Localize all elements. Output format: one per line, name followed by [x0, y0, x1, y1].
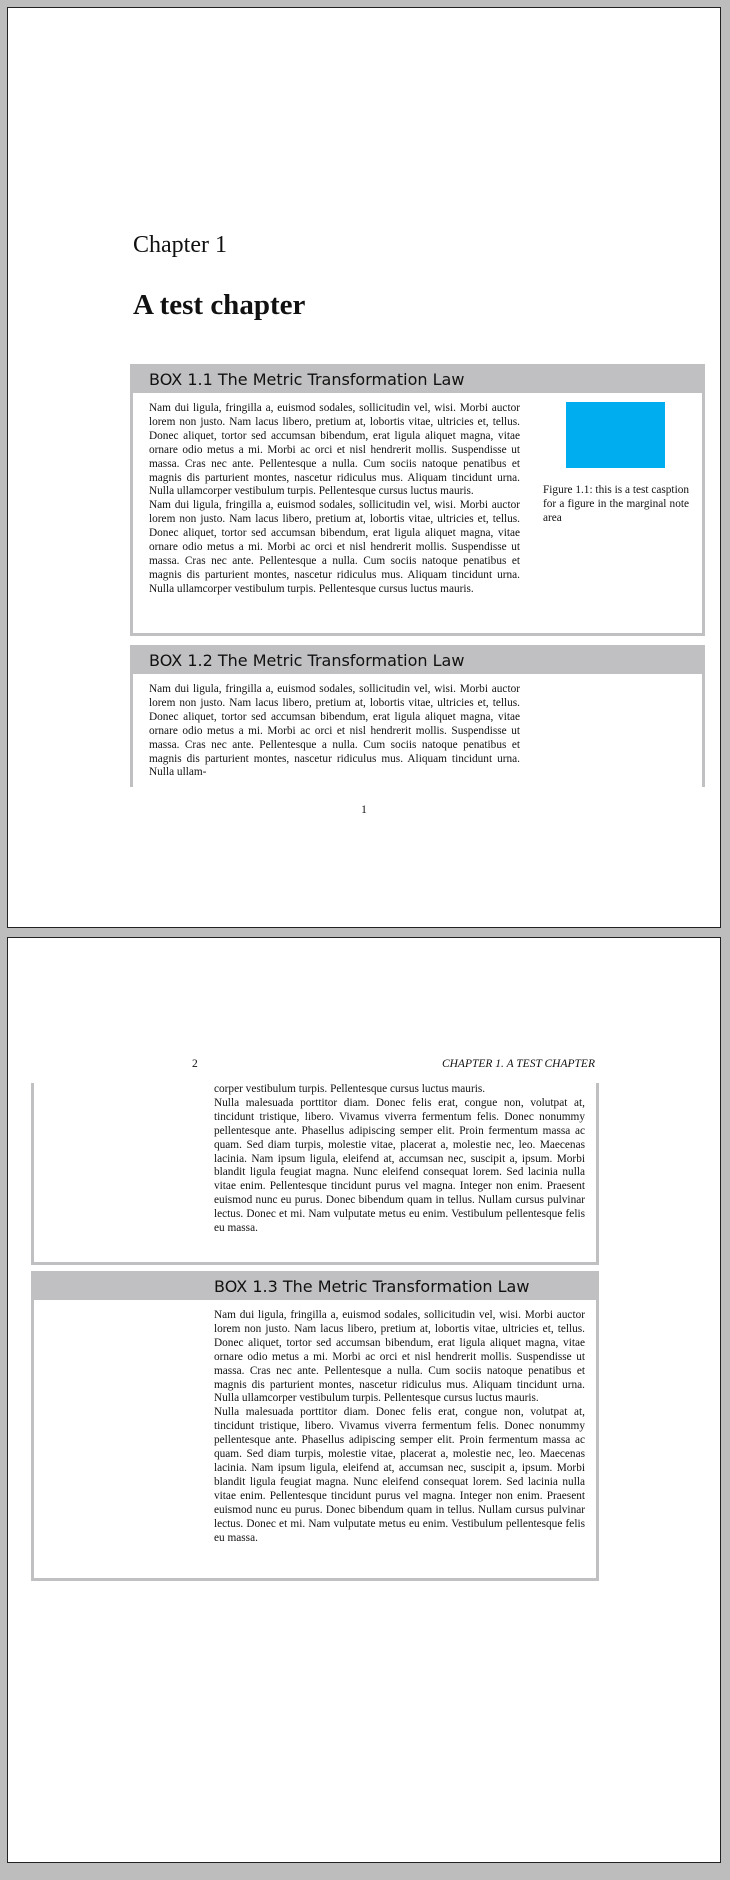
box-1-2-continued-body: [214, 1083, 585, 1236]
box-1-3-body: [214, 1309, 585, 1545]
running-head: CHAPTER 1. A TEST CHAPTER: [441, 1058, 595, 1070]
box-1-1-paragraph: Nam dui ligula, fringilla a, euismod sodales, sollicitudin vel, wisi. Morbi auctor lorem non justo. Nam lacus libero, pretium at, lobortis vitae, ultricies et, tellus. Donec aliquet, tortor sed accumsan bibendum, erat ligula aliquet magna, vitae ornare odio metus a mi. Morbi ac orci et nisl hendrerit mollis. Suspendisse ut massa. Cras nec ante. Pellentesque a nulla. Cum sociis natoque penatibus et magnis dis parturient montes, nascetur ridiculus mus. Aliquam tincidunt urna. Nulla ullamcorper vestibulum turpis. Pellentesque cursus luctus mauris.: [149, 402, 520, 498]
box-1-3-paragraph: Nam dui ligula, fringilla a, euismod sodales, sollicitudin vel, wisi. Morbi auctor lorem non justo. Nam lacus libero, pretium at, lobortis vitae, ultricies et, tellus. Donec aliquet, tortor sed accumsan bibendum, erat ligula aliquet magna, vitae ornare odio metus a mi. Morbi ac orci et nisl hendrerit mollis. Suspendisse ut massa. Cras nec ante. Pellentesque a nulla. Cum sociis natoque penatibus et magnis dis parturient montes, nascetur ridiculus mus. Aliquam tincidunt urna. Nulla ullamcorper vestibulum turpis. Pellentesque cursus luctus mauris.: [214, 1309, 585, 1405]
box-1-2-paragraph: Nam dui ligula, fringilla a, euismod sodales, sollicitudin vel, wisi. Morbi auctor lorem non justo. Nam lacus libero, pretium at, lobortis vitae, ultricies et, tellus. Donec aliquet, tortor sed accumsan bibendum, erat ligula aliquet magna, vitae ornare odio metus a mi. Morbi ac orci et nisl hendrerit mollis. Suspendisse ut massa. Cras nec ante. Pellentesque a nulla. Cum sociis natoque penatibus et magnis dis parturient montes, nascetur ridiculus mus. Aliquam tincidunt urna. Nulla ullam-: [149, 683, 520, 779]
chapter-label: Chapter 1: [133, 232, 227, 258]
page-number: 1: [361, 804, 367, 816]
figure-1-1-caption: Figure 1.1: this is a test casption for a figure in the marginal note area: [543, 484, 689, 524]
figure-1-1-image: [566, 402, 665, 468]
box-1-3: [31, 1271, 599, 1581]
page-2: [7, 937, 721, 1863]
box-1-1-title: BOX 1.1 The Metric Transformation Law: [149, 370, 465, 389]
chapter-title: A test chapter: [133, 289, 306, 321]
box-1-2: [130, 645, 705, 787]
box-1-1-body: [149, 402, 520, 597]
box-1-3-paragraph: Nulla malesuada porttitor diam. Donec felis erat, congue non, volutpat at, tincidunt tristique, libero. Vivamus viverra fermentum felis. Donec nonummy pellentesque ante. Phasellus adipiscing semper elit. Proin fermentum massa ac quam. Sed diam turpis, molestie vitae, placerat a, molestie nec, leo. Maecenas lacinia. Nam ipsum ligula, eleifend at, accumsan nec, suscipit a, ipsum. Morbi blandit ligula feugiat magna. Nunc eleifend consequat lorem. Sed lacinia nulla vitae enim. Pellentesque tincidunt purus vel magna. Integer non enim. Praesent euismod nunc eu purus. Donec bibendum quam in tellus. Nullam cursus pulvinar lectus. Donec et mi. Nam vulputate metus eu enim. Vestibulum pellentesque felis eu massa.: [214, 1406, 585, 1544]
box-1-3-title: BOX 1.3 The Metric Transformation Law: [214, 1277, 530, 1296]
box-1-2-header: [133, 648, 702, 674]
box-1-1-header: [133, 367, 702, 393]
box-1-2-continued-paragraph: corper vestibulum turpis. Pellentesque cursus luctus mauris.: [214, 1083, 486, 1095]
page-1: [7, 7, 721, 928]
box-1-1-paragraph: Nam dui ligula, fringilla a, euismod sodales, sollicitudin vel, wisi. Morbi auctor lorem non justo. Nam lacus libero, pretium at, lobortis vitae, ultricies et, tellus. Donec aliquet, tortor sed accumsan bibendum, erat ligula aliquet magna, vitae ornare odio metus a mi. Morbi ac orci et nisl hendrerit mollis. Suspendisse ut massa. Cras nec ante. Pellentesque a nulla. Cum sociis natoque penatibus et magnis dis parturient montes, nascetur ridiculus mus. Aliquam tincidunt urna. Nulla ullamcorper vestibulum turpis. Pellentesque cursus luctus mauris.: [149, 499, 520, 595]
box-1-2-body: [149, 683, 520, 780]
box-1-2-continued-paragraph: Nulla malesuada porttitor diam. Donec felis erat, congue non, volutpat at, tincidunt tristique, libero. Vivamus viverra fermentum felis. Donec nonummy pellentesque ante. Phasellus adipiscing semper elit. Proin fermentum massa ac quam. Sed diam turpis, molestie vitae, placerat a, molestie nec, leo. Maecenas lacinia. Nam ipsum ligula, eleifend at, accumsan nec, suscipit a, ipsum. Morbi blandit ligula feugiat magna. Nunc eleifend consequat lorem. Sed lacinia nulla vitae enim. Pellentesque tincidunt purus vel magna. Integer non enim. Praesent euismod nunc eu purus. Donec bibendum quam in tellus. Nullam cursus pulvinar lectus. Donec et mi. Nam vulputate metus eu enim. Vestibulum pellentesque felis eu massa.: [214, 1096, 585, 1235]
box-1-3-header: [34, 1274, 596, 1300]
running-page-number: 2: [192, 1058, 198, 1070]
box-1-2-title: BOX 1.2 The Metric Transformation Law: [149, 651, 465, 670]
box-1-2-continued: [31, 1083, 599, 1265]
